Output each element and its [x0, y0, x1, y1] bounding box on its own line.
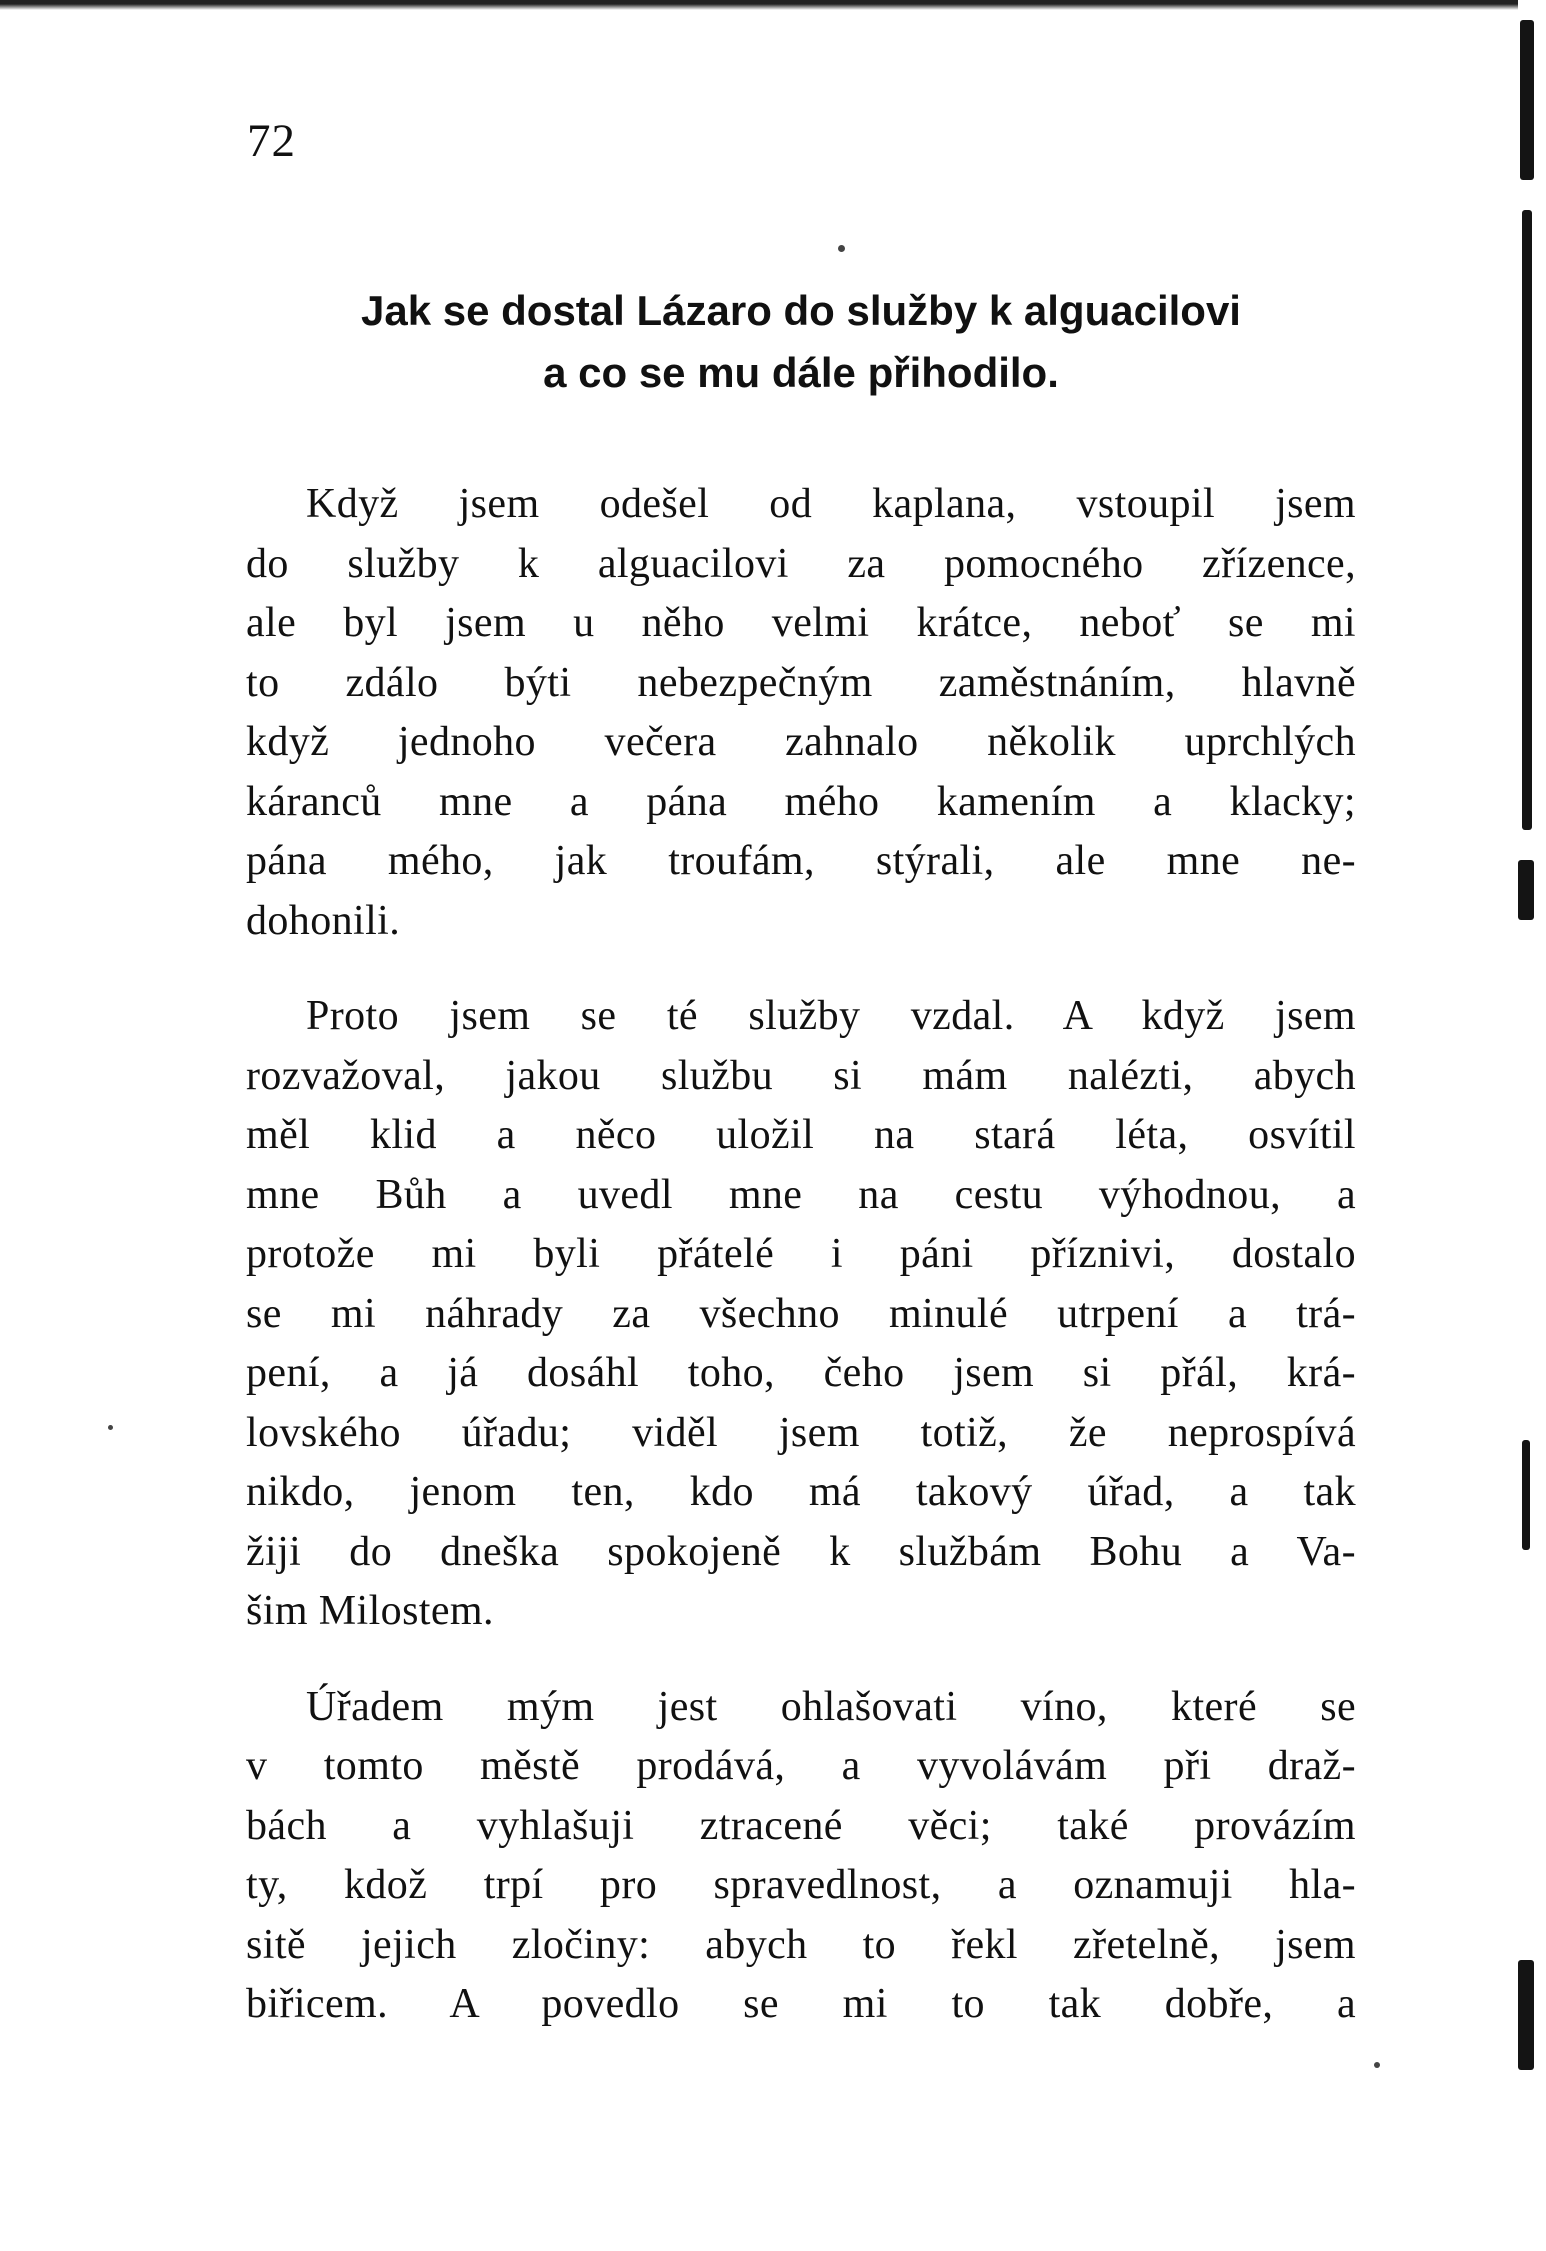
text-line: ty, kdož trpí pro spravedlnost, a oznamuji hla- [246, 1862, 1356, 1908]
text-line: pení, a já dosáhl toho, čeho jsem si přál, krá- [246, 1350, 1356, 1396]
text-line: Úřadem mým jest ohlašovati víno, které se [306, 1683, 1356, 1730]
text-line: bách a vyhlašuji ztracené věci; také provázím [246, 1802, 1356, 1849]
text-line: lovského úřadu; viděl jsem totiž, že neprospívá [246, 1409, 1356, 1456]
text-line: Když jsem odešel od kaplana, vstoupil jsem [306, 481, 1356, 527]
text-line: pána mého, jak troufám, stýrali, ale mne ne- [246, 838, 1356, 884]
chapter-heading-line: Jak se dostal Lázaro do služby k alguacilovi [361, 287, 1241, 334]
text-line: káranců mne a pána mého kamením a klacky; [246, 778, 1356, 825]
text-line: sitě jejich zločiny: abych to řekl zřetelně, jsem [246, 1921, 1356, 1968]
text-line: v tomto městě prodává, a vyvolávám při draž- [246, 1743, 1356, 1789]
text-line: protože mi byli přátelé i páni příznivi, dostalo [246, 1231, 1356, 1277]
text-line: biřicem. A povedlo se mi to tak dobře, a [246, 1981, 1356, 2027]
paragraph-2 [246, 987, 1356, 1642]
body-text [246, 475, 1356, 2071]
text-line: když jednoho večera zahnalo několik uprchlých [246, 719, 1356, 765]
text-line: nikdo, jenom ten, kdo má takový úřad, a tak [246, 1469, 1356, 1515]
text-line: měl klid a něco uložil na stará léta, osvítil [246, 1112, 1356, 1158]
text-line: žiji do dneška spokojeně k službám Bohu a Va- [246, 1528, 1356, 1575]
text-line: Proto jsem se té služby vzdal. A když jsem [306, 993, 1356, 1039]
scan-binding-edge [1518, 0, 1546, 2251]
print-speck [838, 245, 845, 252]
paragraph-3 [246, 1678, 1356, 2035]
page-number: 72 [247, 115, 296, 167]
text-line: šim Milostem. [246, 1588, 494, 1634]
text-line: se mi náhrady za všechno minulé utrpení a trá- [246, 1290, 1356, 1337]
chapter-heading [246, 280, 1356, 404]
text-line: ale byl jsem u něho velmi krátce, neboť se mi [246, 600, 1356, 646]
text-line: do služby k alguacilovi za pomocného zřízence, [246, 540, 1356, 587]
text-line: rozvažoval, jakou službu si mám nalézti, abych [246, 1052, 1356, 1099]
text-line: dohonili. [246, 897, 401, 944]
scan-top-edge [0, 0, 1546, 10]
text-line: mne Bůh a uvedl mne na cestu výhodnou, a [246, 1171, 1356, 1218]
chapter-heading-line: a co se mu dále přihodilo. [543, 349, 1059, 396]
print-speck [1374, 2062, 1380, 2068]
print-speck [108, 1425, 113, 1430]
paragraph-1 [246, 475, 1356, 951]
text-line: to zdálo býti nebezpečným zaměstnáním, hlavně [246, 659, 1356, 706]
